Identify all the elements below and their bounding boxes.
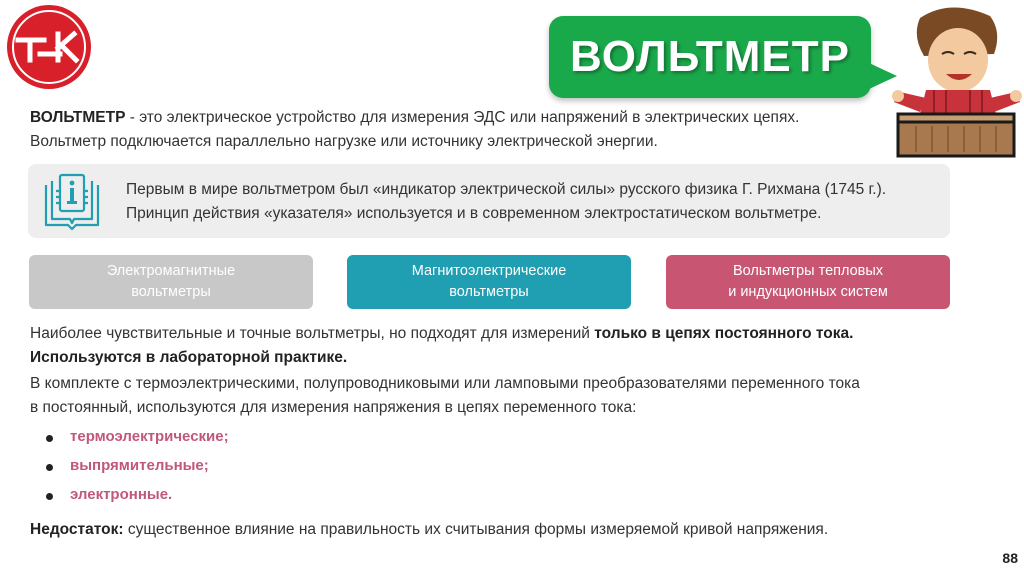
info-line-2: Принцип действия «указателя» используется и в современном электростатическом вольтметре. (126, 205, 822, 222)
presenter-illustration-icon (890, 2, 1022, 162)
p1-bold-2: Используются в лабораторной практике. (30, 349, 348, 366)
page-title: ВОЛЬТМЕТР (570, 32, 850, 81)
converter-types-list (44, 425, 229, 512)
category-label-line2: вольтметры (131, 284, 211, 300)
p1-text: Наиболее чувствительные и точные вольтметры, но подходят для измерений (30, 325, 595, 342)
category-label-line2: и индукционных систем (728, 284, 888, 300)
category-thermal-induction-button[interactable] (666, 255, 950, 309)
category-label-line1: Вольтметры тепловых (732, 263, 884, 279)
category-label-line2: вольтметры (449, 284, 529, 300)
category-electromagnetic-button[interactable] (29, 255, 313, 309)
converters-paragraph (30, 372, 950, 420)
list-item: термоэлектрические; (44, 425, 229, 454)
category-magnetoelectric-button[interactable] (347, 255, 631, 309)
p2-line-2: в постоянный, используются для измерения напряжения в цепях переменного тока: (30, 399, 637, 416)
sensitivity-paragraph (30, 322, 950, 370)
p2-line-1: В комплекте с термоэлектрическими, полупроводниковыми или ламповыми преобразователями переменного тока (30, 375, 860, 392)
list-item: выпрямительные; (44, 454, 229, 483)
term-label: ВОЛЬТМЕТР (30, 109, 126, 126)
logo-icon (4, 2, 94, 92)
info-text (126, 178, 946, 226)
drawback-label: Недостаток: (30, 521, 124, 538)
drawback-paragraph (30, 518, 950, 542)
intro-line-2: Вольтметр подключается параллельно нагрузке или источнику электрической энергии. (30, 133, 658, 150)
intro-text (30, 106, 890, 154)
definition-text: - это электрическое устройство для измерения ЭДС или напряжений в электрических цепях. (125, 109, 800, 126)
list-item: электронные. (44, 483, 229, 512)
info-document-icon (40, 171, 104, 231)
info-line-1: Первым в мире вольтметром был «индикатор электрической силы» русского физика Г. Рихмана (1745 г.). (126, 181, 887, 198)
p1-bold: только в цепях постоянного тока. (594, 325, 854, 342)
page-number: 88 (1002, 550, 1018, 566)
category-label-line1: Магнитоэлектрические (411, 263, 567, 279)
title-badge (549, 16, 871, 98)
category-label-line1: Электромагнитные (106, 263, 236, 279)
drawback-text: существенное влияние на правильность их считывания формы измеряемой кривой напряжения. (123, 521, 829, 538)
info-box (28, 164, 950, 238)
